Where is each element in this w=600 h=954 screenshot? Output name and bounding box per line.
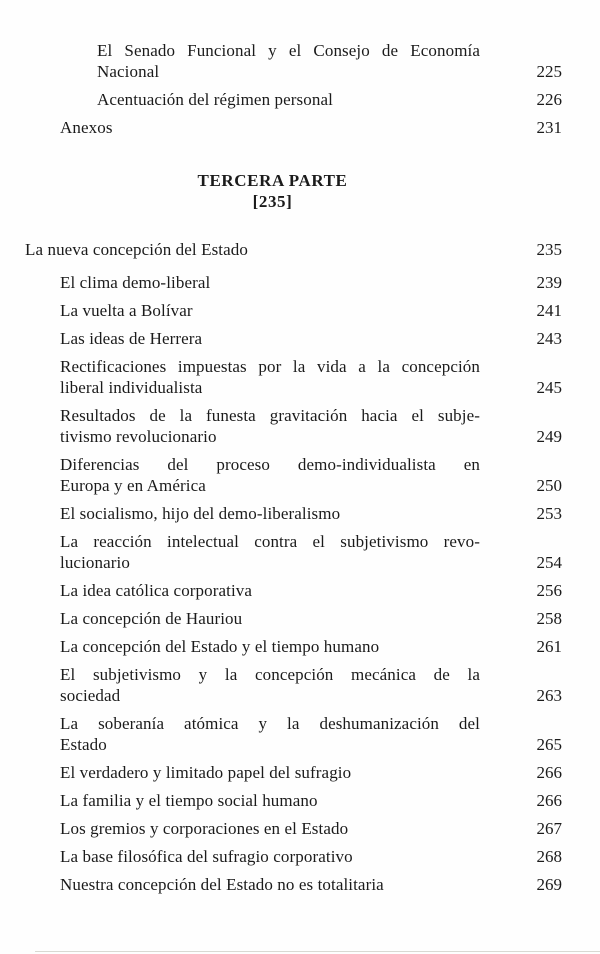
toc-entry [25,580,562,601]
toc-entry-page-number: 256 [536,581,562,600]
toc-entry-page-number: 268 [536,847,562,866]
toc-entry-page-number: 266 [536,791,562,810]
toc-entry-title [25,846,505,867]
toc-entry [25,846,562,867]
toc-entry-page-number: 265 [536,735,562,754]
toc-entry-title [25,117,505,138]
toc-entry-title [25,790,505,811]
toc-entry-title [25,713,505,755]
toc-entry-title-line: Anexos [60,118,113,137]
toc-entry-title-line: La familia y el tiempo social humano [60,791,318,810]
toc-entry-title-line: sociedad [60,686,121,705]
toc-entry-page-number: 245 [536,378,562,397]
toc-entry-title-line: tivismo revolucionario [60,427,217,446]
toc-entry-page-number: 226 [536,90,562,109]
toc-entry-page-number: 254 [536,553,562,572]
toc-entry [25,454,562,496]
toc-entry-title-line: Resultados de la funesta gravitación hacia el subje- [60,406,480,425]
toc-entry [25,89,562,110]
toc-entry-title [25,405,505,447]
toc-entry-title [25,356,505,398]
toc-entry-title [25,580,505,601]
toc-entry-title [25,328,505,349]
toc-entry [25,328,562,349]
toc-entry-title [25,636,505,657]
toc-entry-title-line: La concepción de Hauriou [60,609,243,628]
part-title: TERCERA PARTE [197,171,348,190]
toc-entry-title [25,40,505,82]
toc-entry-title-line: Nuestra concepción del Estado no es totalitaria [60,875,384,894]
toc-entry-page-number: 261 [536,637,562,656]
toc-entry [25,300,562,321]
toc-entry-page-number: 235 [536,240,562,259]
toc-entry-title-line: El subjetivismo y la concepción mecánica de la [60,665,480,684]
toc-entry [25,790,562,811]
toc-entry-title-line: La soberanía atómica y la deshumanización del [60,714,480,733]
toc-entry-title-line: El clima demo-liberal [60,273,211,292]
toc-entry-title-line: La reacción intelectual contra el subjetivismo revo- [60,532,480,551]
toc-entry-page-number: 263 [536,686,562,705]
toc-entry-page-number: 243 [536,329,562,348]
toc-entry-title-line: Acentuación del régimen personal [97,90,333,109]
toc-entry-title-line: Europa y en América [60,476,206,495]
toc-entry [25,503,562,524]
toc-entry-page-number: 249 [536,427,562,446]
toc-entry-title [25,531,505,573]
toc-entry-title [25,300,505,321]
toc-entry-page-number: 231 [536,118,562,137]
toc-entry-title-line: La base filosófica del sufragio corporativo [60,847,353,866]
toc-entry-page-number: 253 [536,504,562,523]
toc-entry-title-line: La nueva concepción del Estado [25,240,248,259]
toc-entry [25,405,562,447]
toc-entry-title [25,762,505,783]
part-heading [25,170,520,212]
toc-entry-title-line: La concepción del Estado y el tiempo humano [60,637,380,656]
toc-entry-title-line: liberal individualista [60,378,203,397]
toc-entry [25,272,562,293]
toc-entry-title-line: La idea católica corporativa [60,581,253,600]
toc-entry-title [25,272,505,293]
toc-entry-title [25,454,505,496]
toc-entry-title-line: El verdadero y limitado papel del sufragio [60,763,352,782]
toc-entry-title [25,89,505,110]
toc-entry-title-line: El socialismo, hijo del demo-liberalismo [60,504,341,523]
toc-entry [25,356,562,398]
toc-entry-title-line: lucionario [60,553,130,572]
toc-entry [25,636,562,657]
toc-entry-title [25,239,505,260]
toc-entry [25,117,562,138]
toc-entry [25,762,562,783]
toc-entry [25,664,562,706]
toc-entry [25,713,562,755]
toc-entry [25,239,562,260]
toc-entry-title [25,503,505,524]
toc-section-list [25,239,562,895]
toc-entry-page-number: 267 [536,819,562,838]
toc-entry-title-line: Estado [60,735,107,754]
toc-entry-page-number: 269 [536,875,562,894]
toc-entry-title-line: Rectificaciones impuestas por la vida a la concepción [60,357,480,376]
part-page-reference: [235] [252,192,293,211]
toc-entry-title [25,818,505,839]
toc-entry-title-line: Nacional [97,62,160,81]
toc-entry-title [25,664,505,706]
toc-entry-title-line: El Senado Funcional y el Consejo de Economía [97,41,480,60]
toc-entry-page-number: 250 [536,476,562,495]
page-bottom-edge-line [35,951,600,952]
toc-entry-title-line: La vuelta a Bolívar [60,301,193,320]
toc-entry-page-number: 225 [536,62,562,81]
toc-entry-title [25,874,505,895]
toc-entry-title [25,608,505,629]
toc-entry-title-line: Los gremios y corporaciones en el Estado [60,819,349,838]
toc-entry-page-number: 258 [536,609,562,628]
toc-entry [25,531,562,573]
toc-entry-title-line: Las ideas de Herrera [60,329,203,348]
toc-entry-page-number: 239 [536,273,562,292]
toc-entry [25,818,562,839]
toc-entry-title-line: Diferencias del proceso demo-individualista en [60,455,480,474]
toc-entry-page-number: 266 [536,763,562,782]
toc-entry [25,608,562,629]
toc-entry-page-number: 241 [536,301,562,320]
toc-continued-list [25,40,562,138]
toc-entry [25,40,562,82]
toc-entry [25,874,562,895]
